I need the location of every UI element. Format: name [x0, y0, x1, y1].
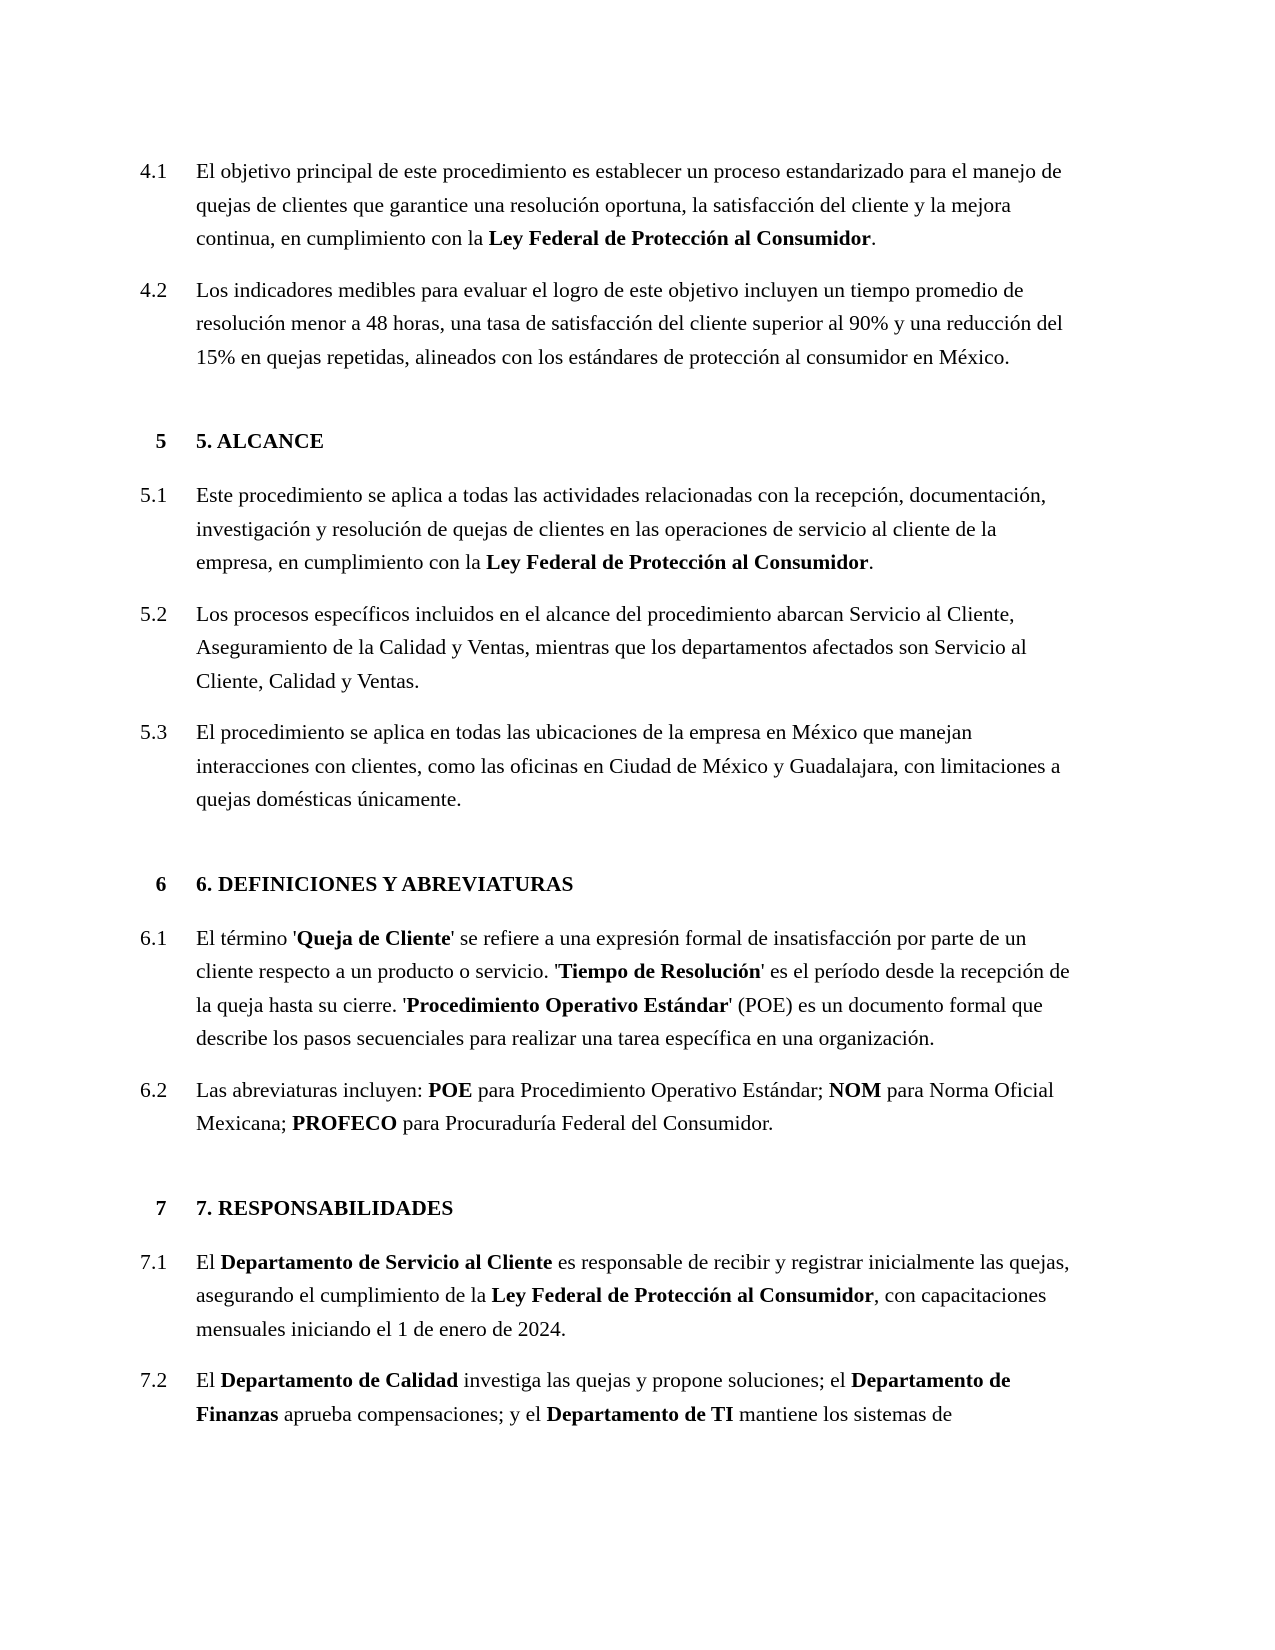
- clause-text: [196, 1246, 1075, 1347]
- clause-number: 5.1: [140, 483, 168, 507]
- clause-number: 4.1: [140, 159, 168, 183]
- clause-text: [196, 716, 1075, 817]
- clause-7-2: [140, 1364, 1075, 1431]
- text-run: .: [870, 226, 877, 250]
- emphasis-term: Departamento de Calidad: [220, 1368, 459, 1392]
- clause-4-1: [140, 155, 1075, 256]
- clause-text: [196, 479, 1075, 580]
- clause-number: 4.2: [140, 277, 168, 302]
- clause-text: [196, 1364, 1075, 1431]
- emphasis-term: Ley Federal de Protección al Consumidor: [491, 1283, 874, 1307]
- text-run: ' se refiere a una expresión formal de insatisfacción por parte de un cliente respecto a un producto o servicio. ': [196, 925, 1027, 983]
- text-run: .: [868, 550, 874, 574]
- text-run: aprueba compensaciones; y el: [278, 1401, 547, 1426]
- section-number: 7: [155, 1195, 167, 1220]
- text-run: investiga las quejas y propone soluciones; el: [458, 1368, 852, 1392]
- text-run: El: [196, 1249, 221, 1274]
- clause-7-1: [140, 1246, 1075, 1347]
- clause-6-2: [140, 1074, 1075, 1141]
- clause-text: [196, 1074, 1075, 1141]
- emphasis-term: Ley Federal de Protección al Consumidor: [486, 550, 869, 574]
- emphasis-term: POE: [428, 1077, 473, 1102]
- clause-text: [196, 598, 1075, 699]
- clause-number: 7.1: [140, 1249, 168, 1274]
- heading-6-definiciones: [140, 869, 1075, 900]
- text-run: Los procesos específicos incluidos en el alcance del procedimiento abarcan Servicio al Cliente, Aseguramiento de la Calidad y Ventas, mientras que los departamentos afectados son Servicio al Cliente, Calidad y Ventas.: [196, 601, 1027, 693]
- section-title: 5. ALCANCE: [196, 429, 325, 453]
- section-title: 7. RESPONSABILIDADES: [196, 1195, 454, 1220]
- text-run: Los indicadores medibles para evaluar el logro de este objetivo incluyen un tiempo promedio de resolución menor a 48 horas, una tasa de satisfacción del cliente superior al 90% y una reducción del 15% en quejas repetidas, alineados con los estándares de protección al consumidor en México.: [196, 277, 1063, 369]
- text-run: El objetivo principal de este procedimiento es establecer un proceso estandarizado para el manejo de quejas de clientes que garantice una resolución oportuna, la satisfacción del cliente y la mejora continua, en cumplimiento con la: [196, 159, 1062, 250]
- section-title: 6. DEFINICIONES Y ABREVIATURAS: [196, 871, 574, 896]
- clause-number: 5.2: [140, 601, 168, 626]
- text-run: Este procedimiento se aplica a todas las actividades relacionadas con la recepción, documentación, investigación y resolución de quejas de clientes en las operaciones de servicio al cliente de la empresa, en cumplimiento con la: [196, 483, 1047, 574]
- text-run: ' (POE) es un documento formal que describe los pasos secuenciales para realizar una tarea específica en una organización.: [196, 992, 1043, 1050]
- clause-number: 7.2: [140, 1368, 168, 1392]
- text-run: El procedimiento se aplica en todas las ubicaciones de la empresa en México que manejan interacciones con clientes, como las oficinas en Ciudad de México y Guadalajara, con limitaciones a quejas domésticas únicamente.: [196, 720, 1061, 811]
- section-number: 6: [155, 871, 167, 896]
- text-run: Las abreviaturas incluyen:: [196, 1077, 429, 1102]
- emphasis-term: Queja de Cliente: [296, 925, 451, 950]
- clause-5-3: [140, 716, 1075, 817]
- clause-number: 5.3: [140, 720, 168, 744]
- emphasis-term: Procedimiento Operativo Estándar: [406, 992, 729, 1017]
- section-number: 5: [155, 429, 167, 453]
- emphasis-term: Tiempo de Resolución: [558, 959, 761, 983]
- emphasis-term: Ley Federal de Protección al Consumidor: [488, 226, 871, 250]
- text-run: para Procedimiento Operativo Estándar;: [472, 1077, 829, 1102]
- clause-text: [196, 922, 1075, 1056]
- heading-7-responsabilidades: [140, 1193, 1075, 1224]
- text-run: mantiene los sistemas de: [733, 1401, 953, 1426]
- text-run: es responsable de recibir y registrar inicialmente las quejas, asegurando el cumplimiento de la: [196, 1249, 1070, 1307]
- text-run: El término ': [196, 925, 297, 950]
- document-body: [140, 155, 1075, 1449]
- clause-5-1: [140, 479, 1075, 580]
- clause-6-1: [140, 922, 1075, 1056]
- emphasis-term: NOM: [828, 1077, 882, 1102]
- text-run: ' es el período desde la recepción de la queja hasta su cierre. ': [196, 959, 1070, 1017]
- text-run: El: [196, 1368, 221, 1392]
- emphasis-term: Departamento de TI: [546, 1401, 734, 1426]
- clause-5-2: [140, 598, 1075, 699]
- clause-text: [196, 274, 1075, 375]
- clause-text: [196, 155, 1075, 256]
- text-run: para Norma Oficial Mexicana;: [196, 1077, 1054, 1135]
- text-run: , con capacitaciones mensuales iniciando el 1 de enero de 2024.: [196, 1283, 1047, 1341]
- text-run: para Procuraduría Federal del Consumidor.: [397, 1111, 774, 1135]
- clause-4-2: [140, 274, 1075, 375]
- emphasis-term: Departamento de Finanzas: [196, 1368, 1011, 1426]
- heading-5-alcance: [140, 426, 1075, 457]
- emphasis-term: Departamento de Servicio al Cliente: [220, 1249, 553, 1274]
- emphasis-term: PROFECO: [292, 1111, 398, 1135]
- clause-number: 6.2: [140, 1077, 168, 1102]
- clause-number: 6.1: [140, 925, 168, 950]
